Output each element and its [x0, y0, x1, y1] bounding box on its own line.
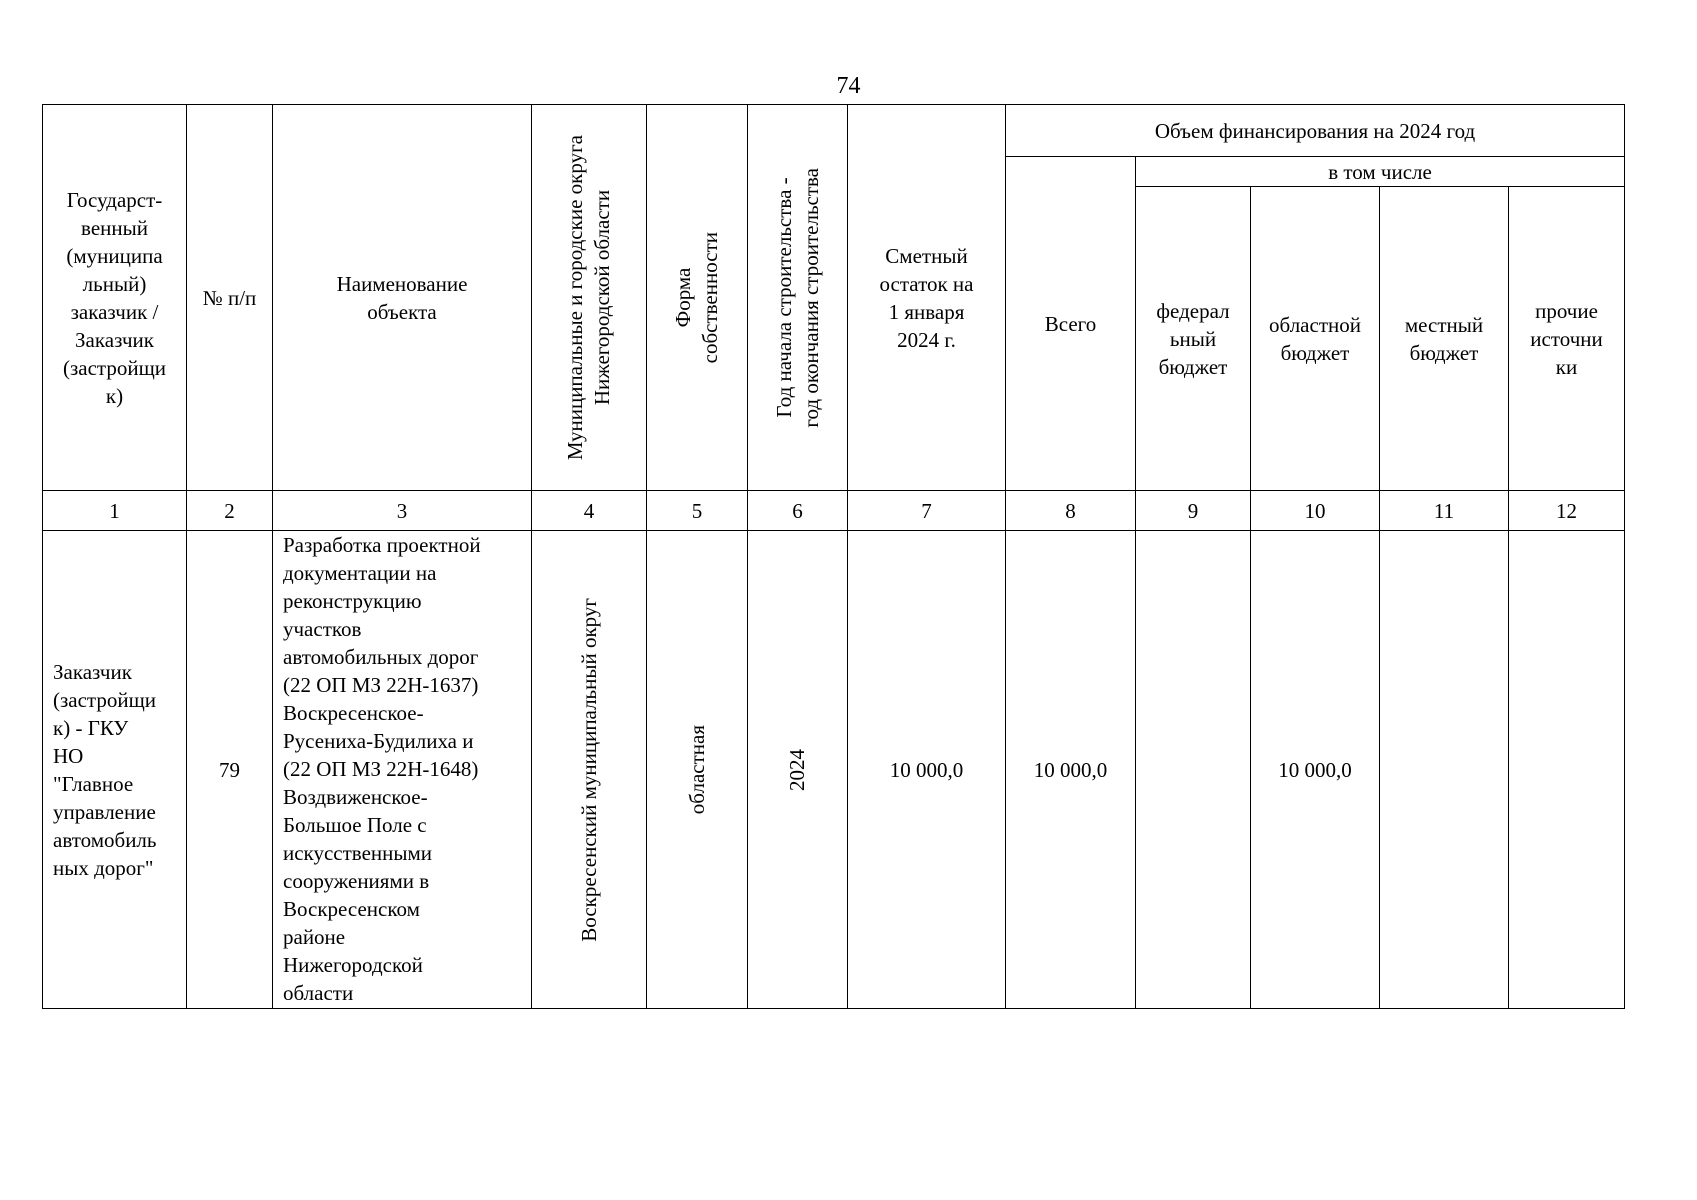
header-ownership: Форма собственности — [671, 231, 722, 364]
header-funding-group: Объем финансирования на 2024 год — [1006, 105, 1625, 157]
header-ownership-cell — [647, 105, 748, 491]
header-customer: Государст- венный (муниципа льный) заказчик / Заказчик (застройщи к) — [43, 105, 187, 491]
column-number: 4 — [532, 491, 647, 531]
financing-table — [42, 104, 1625, 1009]
header-total: Всего — [1006, 157, 1136, 491]
header-object-name: Наименование объекта — [273, 105, 532, 491]
row-estimate: 10 000,0 — [848, 531, 1006, 1009]
column-number: 6 — [748, 491, 848, 531]
column-number: 11 — [1380, 491, 1509, 531]
header-districts-cell — [532, 105, 647, 491]
column-number: 7 — [848, 491, 1006, 531]
row-district: Воскресенский муниципальный округ — [576, 597, 601, 942]
column-number: 2 — [187, 491, 273, 531]
row-local — [1380, 531, 1509, 1009]
header-years: Год начала строительства - год окончания строительства — [771, 167, 823, 428]
row-other — [1509, 531, 1625, 1009]
column-number: 5 — [647, 491, 748, 531]
header-item-no: № п/п — [187, 105, 273, 491]
row-federal — [1136, 531, 1251, 1009]
header-districts: Муниципальные и городские округа Нижегородской области — [563, 134, 614, 461]
header-other: прочие источни ки — [1509, 187, 1625, 491]
row-years: 2024 — [785, 748, 809, 791]
row-customer: Заказчик (застройщи к) - ГКУ НО "Главное управление автомобиль ных дорог" — [43, 531, 187, 1009]
column-numbers-row — [43, 491, 1625, 531]
header-including: в том числе — [1136, 157, 1625, 187]
row-regional: 10 000,0 — [1251, 531, 1380, 1009]
column-number: 8 — [1006, 491, 1136, 531]
header-row-1 — [43, 105, 1625, 157]
column-number: 10 — [1251, 491, 1380, 531]
row-ownership-cell — [647, 531, 748, 1009]
row-district-cell — [532, 531, 647, 1009]
row-item-no: 79 — [187, 531, 273, 1009]
row-years-cell — [748, 531, 848, 1009]
table-row — [43, 531, 1625, 1009]
header-years-cell — [748, 105, 848, 491]
column-number: 12 — [1509, 491, 1625, 531]
row-ownership: областная — [684, 724, 709, 815]
header-regional: областной бюджет — [1251, 187, 1380, 491]
column-number: 1 — [43, 491, 187, 531]
row-object-name: Разработка проектной документации на реконструкцию участков автомобильных дорог (22 ОП МЗ 22Н-1637) Воскресенское- Русениха-Будилиха и (22 ОП МЗ 22Н-1648) Воздвиженское- Большое Поле с искусственными сооружениями в Воскресенском районе Нижегородской области — [273, 531, 532, 1009]
header-local: местный бюджет — [1380, 187, 1509, 491]
column-number: 9 — [1136, 491, 1251, 531]
row-total: 10 000,0 — [1006, 531, 1136, 1009]
header-federal: федерал ьный бюджет — [1136, 187, 1251, 491]
header-estimate: Сметный остаток на 1 января 2024 г. — [848, 105, 1006, 491]
page-number: 74 — [836, 73, 861, 99]
column-number: 3 — [273, 491, 532, 531]
